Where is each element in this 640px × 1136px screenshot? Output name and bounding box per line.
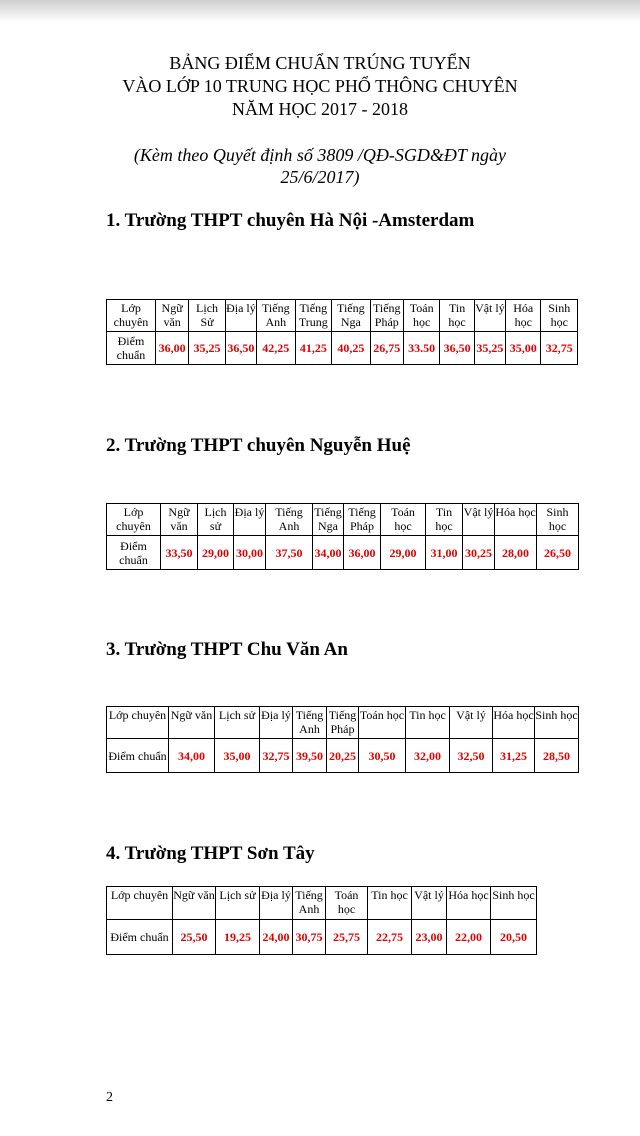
score-cell: 25,75 bbox=[326, 920, 368, 955]
subject-header: Tiếng Nga bbox=[313, 504, 344, 536]
row-label-lop-chuyen: Lớp chuyên bbox=[107, 504, 161, 536]
subject-header: Toán học bbox=[381, 504, 426, 536]
subject-header: Tin học bbox=[426, 504, 463, 536]
subject-header: Vật lý bbox=[474, 300, 505, 332]
subject-header: Ngữ văn bbox=[155, 300, 188, 332]
page-number: 2 bbox=[106, 1090, 113, 1105]
score-cell: 36,00 bbox=[155, 332, 188, 365]
score-cell: 25,50 bbox=[173, 920, 216, 955]
score-cell: 20,50 bbox=[491, 920, 537, 955]
score-cell: 36,50 bbox=[440, 332, 474, 365]
score-table-3 bbox=[106, 706, 579, 773]
score-cell: 30,50 bbox=[359, 739, 406, 773]
score-cell: 29,00 bbox=[198, 536, 234, 570]
subject-header: Tin học bbox=[440, 300, 474, 332]
score-cell: 32,75 bbox=[260, 739, 293, 773]
subject-header: Hóa học bbox=[495, 504, 537, 536]
score-cell: 35,00 bbox=[215, 739, 260, 773]
school-heading-1: 1. Trường THPT chuyên Hà Nội -Amsterdam bbox=[106, 210, 475, 231]
subject-header: Ngữ văn bbox=[173, 887, 216, 920]
subject-header: Hóa học bbox=[506, 300, 541, 332]
score-cell: 29,00 bbox=[381, 536, 426, 570]
score-cell: 24,00 bbox=[260, 920, 293, 955]
doc-subtitle-line-1: (Kèm theo Quyết định số 3809 /QĐ-SGD&ĐT ngày bbox=[133, 145, 507, 165]
subject-header: Vật lý bbox=[412, 887, 447, 920]
subject-header: Tiếng Trung bbox=[295, 300, 331, 332]
subject-header: Địa lý bbox=[225, 300, 256, 332]
score-cell: 36,50 bbox=[225, 332, 256, 365]
doc-title-line-1: BẢNG ĐIỂM CHUẨN TRÚNG TUYỂN bbox=[169, 53, 471, 73]
row-label-diem-chuan: Điểm chuẩn bbox=[107, 920, 173, 955]
subject-header: Lịch sử bbox=[216, 887, 260, 920]
score-cell: 32,00 bbox=[406, 739, 450, 773]
score-cell: 33,50 bbox=[161, 536, 198, 570]
score-cell: 37,50 bbox=[266, 536, 313, 570]
score-cell: 20,25 bbox=[327, 739, 359, 773]
score-cell: 39,50 bbox=[293, 739, 327, 773]
top-shadow bbox=[0, 0, 640, 22]
score-cell: 26,75 bbox=[370, 332, 403, 365]
subject-header: Tiếng Anh bbox=[293, 707, 327, 739]
score-cell: 28,50 bbox=[535, 739, 579, 773]
doc-title-line-3: NĂM HỌC 2017 - 2018 bbox=[231, 99, 408, 119]
row-label-diem-chuan: Điểm chuẩn bbox=[107, 332, 156, 365]
subject-header: Toán học bbox=[326, 887, 368, 920]
subject-header: Sinh học bbox=[537, 504, 579, 536]
doc-subtitle-line-2: 25/6/2017) bbox=[280, 167, 360, 187]
subject-header: Ngữ văn bbox=[169, 707, 215, 739]
subject-header: Toán học bbox=[403, 300, 439, 332]
score-cell: 33.50 bbox=[403, 332, 439, 365]
score-table-4 bbox=[106, 886, 537, 955]
score-cell: 41,25 bbox=[295, 332, 331, 365]
score-cell: 32,75 bbox=[541, 332, 578, 365]
subject-header: Sinh học bbox=[535, 707, 579, 739]
score-cell: 36,00 bbox=[344, 536, 381, 570]
score-cell: 34,00 bbox=[169, 739, 215, 773]
subject-header: Toán học bbox=[359, 707, 406, 739]
subject-header: Tin học bbox=[368, 887, 412, 920]
subject-header: Sinh học bbox=[541, 300, 578, 332]
subject-header: Ngữ văn bbox=[161, 504, 198, 536]
subject-header: Địa lý bbox=[234, 504, 266, 536]
score-cell: 26,50 bbox=[537, 536, 579, 570]
subject-header: Tiếng Nga bbox=[332, 300, 371, 332]
subject-header: Địa lý bbox=[260, 707, 293, 739]
score-cell: 31,00 bbox=[426, 536, 463, 570]
subject-header: Hóa học bbox=[493, 707, 535, 739]
doc-title-line-2: VÀO LỚP 10 TRUNG HỌC PHỔ THÔNG CHUYÊN bbox=[122, 76, 518, 96]
row-label-diem-chuan: Điểm chuẩn bbox=[107, 536, 161, 570]
score-cell: 22,75 bbox=[368, 920, 412, 955]
score-table-1 bbox=[106, 299, 578, 365]
subject-header: Địa lý bbox=[260, 887, 293, 920]
subject-header: Tin học bbox=[406, 707, 450, 739]
row-label-lop-chuyen: Lớp chuyên bbox=[107, 300, 156, 332]
row-label-lop-chuyen: Lớp chuyên bbox=[107, 707, 169, 739]
score-cell: 35,25 bbox=[474, 332, 505, 365]
score-cell: 30,25 bbox=[463, 536, 495, 570]
score-cell: 31,25 bbox=[493, 739, 535, 773]
subject-header: Tiếng Pháp bbox=[327, 707, 359, 739]
subject-header: Vật lý bbox=[463, 504, 495, 536]
score-cell: 32,50 bbox=[450, 739, 493, 773]
score-cell: 35,00 bbox=[506, 332, 541, 365]
subject-header: Tiếng Anh bbox=[257, 300, 296, 332]
subject-header: Lịch sử bbox=[215, 707, 260, 739]
score-cell: 28,00 bbox=[495, 536, 537, 570]
score-cell: 30,00 bbox=[234, 536, 266, 570]
row-label-diem-chuan: Điểm chuẩn bbox=[107, 739, 169, 773]
subject-header: Vật lý bbox=[450, 707, 493, 739]
score-cell: 42,25 bbox=[257, 332, 296, 365]
subject-header: Sinh học bbox=[491, 887, 537, 920]
score-table-2 bbox=[106, 503, 579, 570]
school-heading-2: 2. Trường THPT chuyên Nguyễn Huệ bbox=[106, 435, 411, 456]
score-cell: 30,75 bbox=[293, 920, 326, 955]
score-cell: 35,25 bbox=[189, 332, 225, 365]
subject-header: Hóa học bbox=[447, 887, 491, 920]
score-cell: 34,00 bbox=[313, 536, 344, 570]
subject-header: Tiếng Pháp bbox=[370, 300, 403, 332]
subject-header: Lịch Sử bbox=[189, 300, 225, 332]
subject-header: Tiếng Pháp bbox=[344, 504, 381, 536]
score-cell: 40,25 bbox=[332, 332, 371, 365]
school-heading-4: 4. Trường THPT Sơn Tây bbox=[106, 843, 315, 864]
row-label-lop-chuyen: Lớp chuyên bbox=[107, 887, 173, 920]
score-cell: 22,00 bbox=[447, 920, 491, 955]
score-cell: 23,00 bbox=[412, 920, 447, 955]
score-cell: 19,25 bbox=[216, 920, 260, 955]
school-heading-3: 3. Trường THPT Chu Văn An bbox=[106, 639, 348, 660]
subject-header: Lịch sử bbox=[198, 504, 234, 536]
subject-header: Tiếng Anh bbox=[293, 887, 326, 920]
subject-header: Tiếng Anh bbox=[266, 504, 313, 536]
